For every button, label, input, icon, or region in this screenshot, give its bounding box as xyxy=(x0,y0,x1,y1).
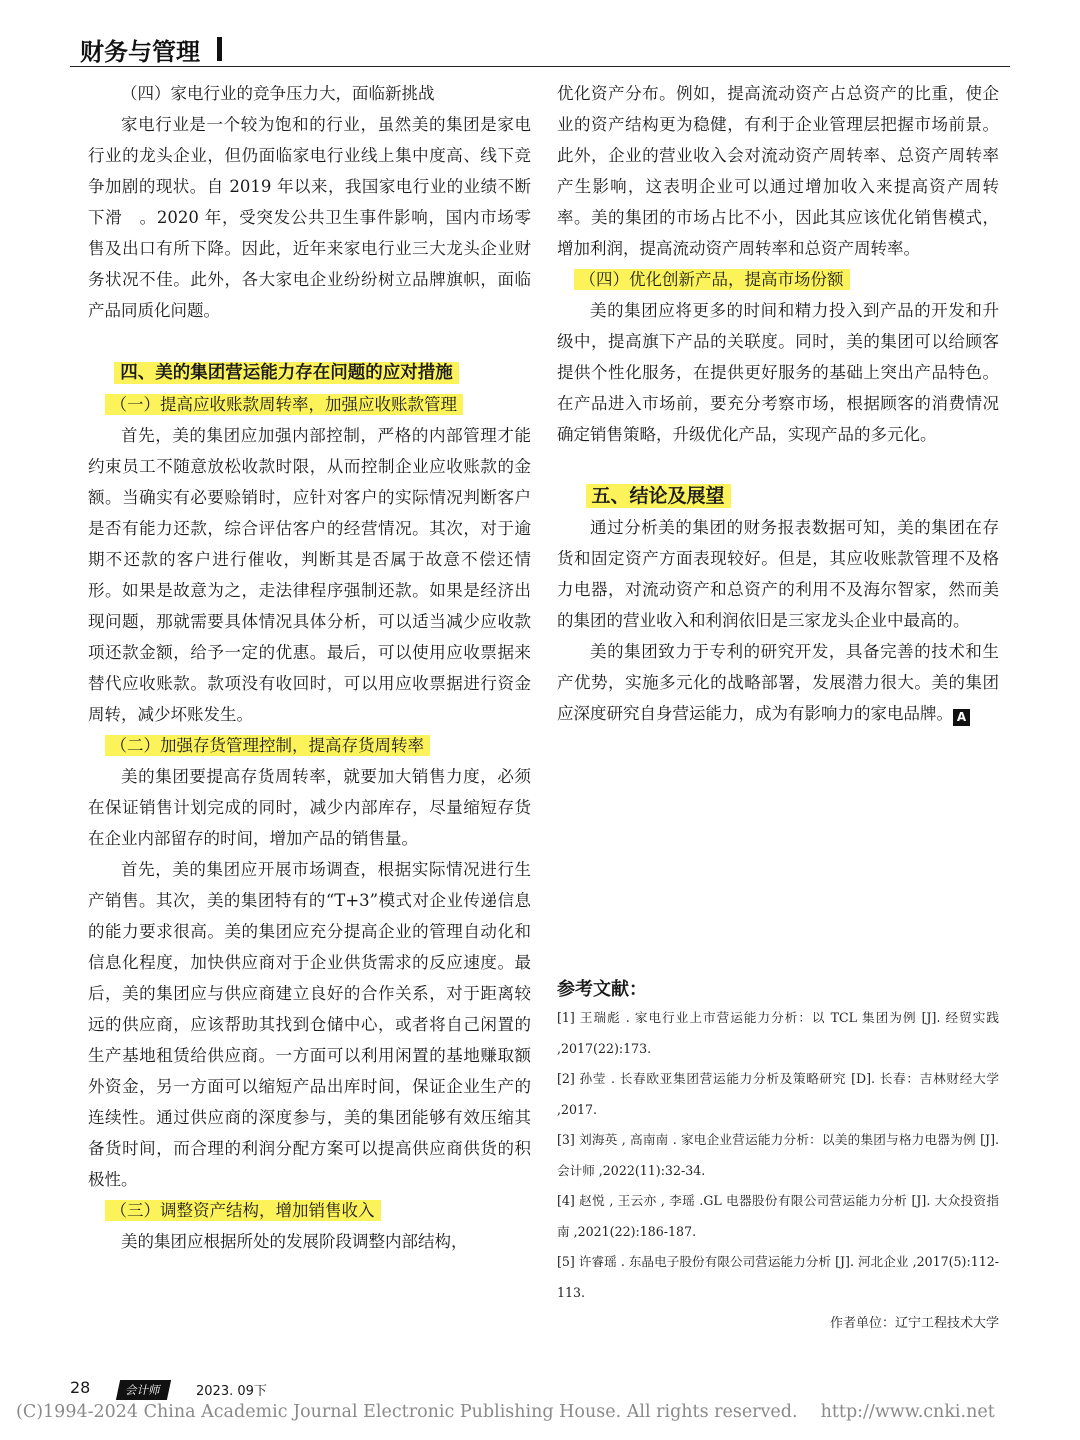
paragraph-text: 美的集团致力于专利的研究开发，具备完善的技术和生产优势，实施多元化的战略部署，发展潜力很大。美的集团应深度研究自身营运能力，成为有影响力的家电品牌。 xyxy=(557,642,999,723)
page-number: 28 xyxy=(70,1378,91,1397)
paragraph-with-end-mark xyxy=(557,636,999,729)
references-title: 参考文献： xyxy=(557,979,647,1000)
reference-item: [3] 刘海英 , 高南南 . 家电企业营运能力分析：以美的集团与格力电器为例 [J]. 会计师 ,2022(11):32-34. xyxy=(557,1132,999,1178)
right-column xyxy=(557,78,999,729)
reference-list xyxy=(557,1003,999,1308)
paragraph-continued: 优化资产分布。例如，提高流动资产占总资产的比重，使企业的资产结构更为稳健，有利于企业管理层把握市场前景。此外，企业的营业收入会对流动资产周转率、总资产周转率产生影响，这表明企业可以通过增加收入来提高资产周转率。美的集团的市场占比不小，因此其应该优化销售模式，增加利润，提高流动资产周转率和总资产周转率。 xyxy=(557,84,999,258)
reference-item: [5] 许睿瑶 . 东晶电子股份有限公司营运能力分析 [J]. 河北企业 ,2017(5):112-113. xyxy=(557,1254,999,1300)
header-rule xyxy=(70,66,1010,67)
paragraph: 首先，美的集团应加强内部控制，严格的内部管理才能约束员工不随意放松收款时限，从而控制企业应收账款的金额。当确实有必要赊销时，应针对客户的实际情况判断客户是否有能力还款，综合评估客户的经营情况。其次，对于逾期不还款的客户进行催收，判断其是否属于故意不偿还情形。如果是故意为之，走法律程序强制还款。如果是经济出现问题，那就需要具体情况具体分析，可以适当减少应收款项还款金额，给予一定的优惠。最后，可以使用应收票据来替代应收账款。款项没有收回时，可以用应收票据进行资金周转，减少坏账发生。 xyxy=(88,426,531,724)
measure-1-heading: （一）提高应收账款周转率，加强应收账款管理 xyxy=(105,394,464,415)
reference-item: [2] 孙莹 . 长春欧亚集团营运能力分析及策略研究 [D]. 长春：吉林财经大学 ,2017. xyxy=(557,1071,999,1117)
journal-badge: 会计师 xyxy=(116,1380,171,1400)
author-affiliation: 作者单位：辽宁工程技术大学 xyxy=(829,1316,999,1331)
paragraph: 美的集团要提高存货周转率，就要加大销售力度，必须在保证销售计划完成的同时，减少内部库存，尽量缩短存货在企业内部留存的时间，增加产品的销售量。 xyxy=(88,767,531,848)
paragraph: 家电行业是一个较为饱和的行业，虽然美的集团是家电行业的龙头企业，但仍面临家电行业线上集中度高、线下竞争加剧的现状。自 2019 年以来，我国家电行业的业绩不断下滑 。2020 年，受突发公共卫生事件影响，国内市场零售及出口有所下降。因此，近年来家电行业三大龙头企业财务状况不佳。此外，各大家电企业纷纷树立品牌旗帜，面临产品同质化问题。 xyxy=(88,115,531,320)
section-4-heading: 四、美的集团营运能力存在问题的应对措施 xyxy=(114,362,459,384)
article-end-icon: A xyxy=(953,709,970,726)
paragraph: 首先，美的集团应开展市场调查，根据实际情况进行生产销售。其次，美的集团特有的“T+3”模式对企业传递信息的能力要求很高。美的集团应充分提高企业的管理自动化和信息化程度，加快供应商对于企业供货需求的反应速度。最后，美的集团应与供应商建立良好的合作关系，对于距离较远的供应商，应该帮助其找到仓储中心，或者将自己闲置的生产基地租赁给供应商。一方面可以利用闲置的基地赚取额外资金，另一方面可以缩短产品出库时间，保证企业生产的连续性。通过供应商的深度参与，美的集团能够有效压缩其备货时间，而合理的利润分配方案可以提高供应商供货的积极性。 xyxy=(88,860,531,1189)
copyright-watermark: (C)1994-2024 China Academic Journal Electronic Publishing House. All rights reserved. http://www.cnki.net xyxy=(16,1402,995,1422)
page-header xyxy=(70,30,1010,70)
title-bar-mark xyxy=(217,37,222,61)
reference-item: [1] 王瑞彪 . 家电行业上市营运能力分析：以 TCL 集团为例 [J]. 经贸实践 ,2017(22):173. xyxy=(557,1010,999,1056)
paragraph: 美的集团应根据所处的发展阶段调整内部结构， xyxy=(121,1232,468,1251)
issue-label: 2023. 09下 xyxy=(196,1384,267,1399)
left-column xyxy=(88,78,531,1257)
measure-4-heading: （四）优化创新产品，提高市场份额 xyxy=(574,269,850,290)
subsection-4-title: （四）家电行业的竞争压力大，面临新挑战 xyxy=(121,84,435,103)
paragraph: 美的集团应将更多的时间和精力投入到产品的开发和升级中，提高旗下产品的关联度。同时，美的集团可以给顾客提供个性化服务，在提供更好服务的基础上突出产品特色。在产品进入市场前，要充分考察市场，根据顾客的消费情况确定销售策略，升级优化产品，实现产品的多元化。 xyxy=(557,301,999,444)
section-5-heading: 五、结论及展望 xyxy=(586,484,731,508)
paragraph: 通过分析美的集团的财务报表数据可知，美的集团在存货和固定资产方面表现较好。但是，其应收账款管理不及格力电器，对流动资产和总资产的利用不及海尔智家，然而美的集团的营业收入和利润依旧是三家龙头企业中最高的。 xyxy=(557,518,999,630)
column-title: 财务与管理 xyxy=(80,38,200,66)
measure-3-heading: （三）调整资产结构，增加销售收入 xyxy=(105,1200,381,1221)
reference-item: [4] 赵悦 , 王云亦 , 李瑶 .GL 电器股份有限公司营运能力分析 [J]. 大众投资指南 ,2021(22):186-187. xyxy=(557,1193,999,1239)
measure-2-heading: （二）加强存货管理控制，提高存货周转率 xyxy=(105,735,431,756)
